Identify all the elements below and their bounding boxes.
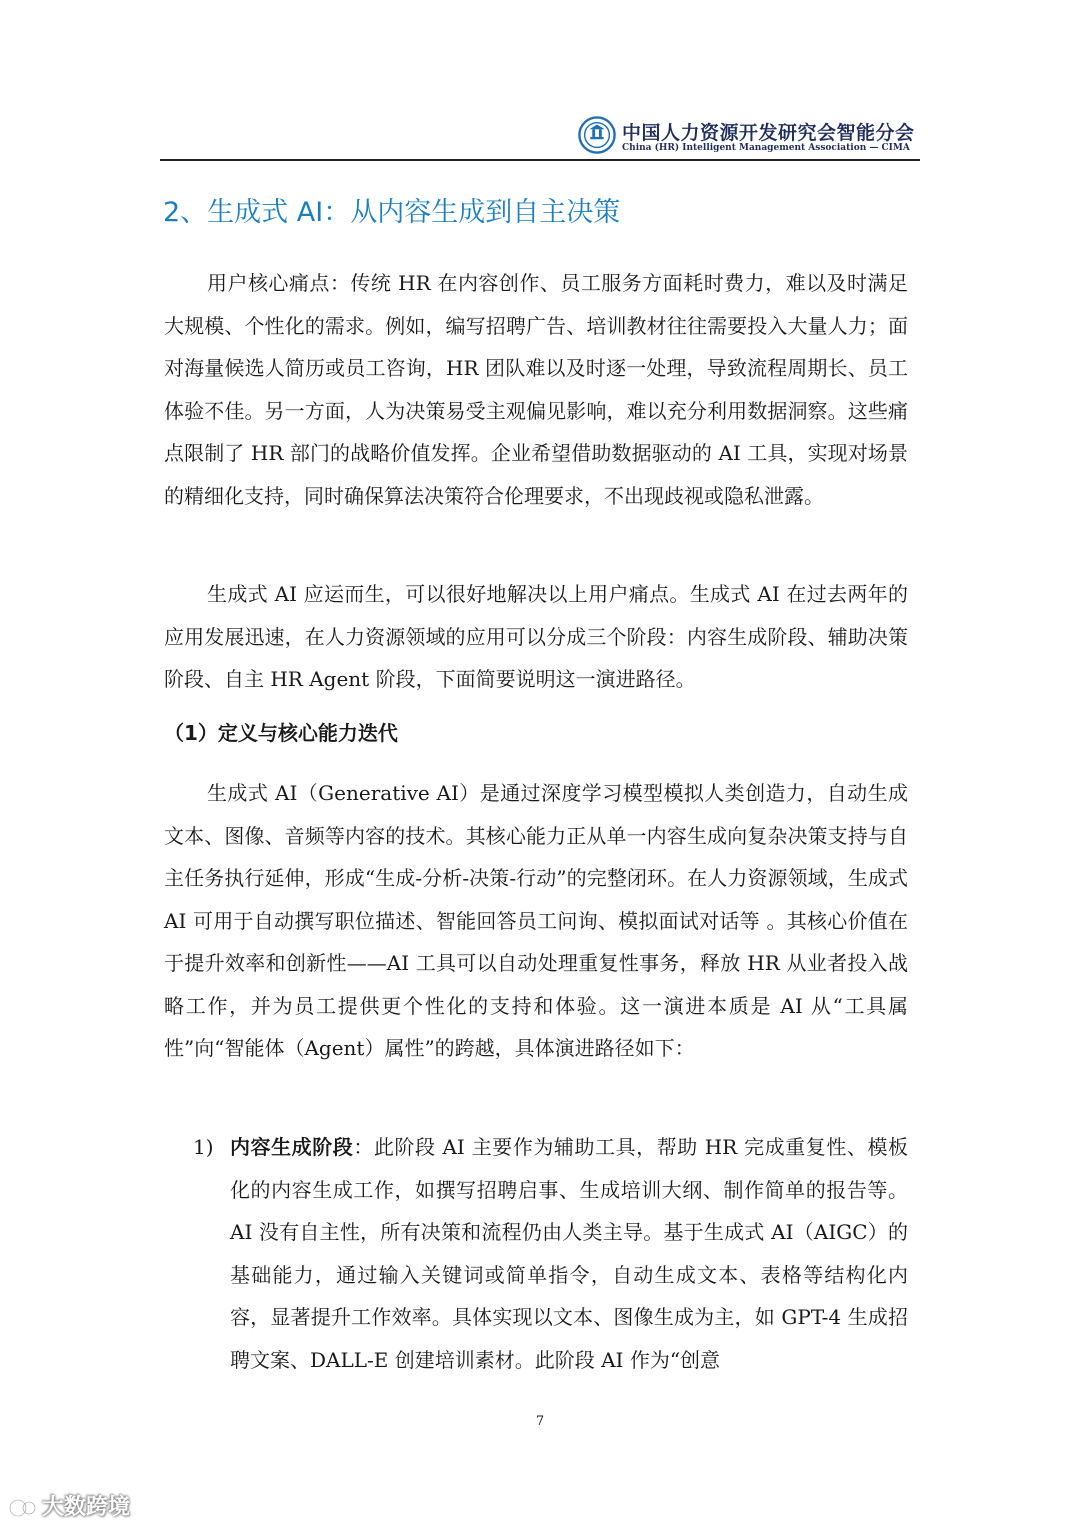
list-item-term: 内容生成阶段 bbox=[230, 1135, 354, 1159]
watermark-text: 大数跨境 bbox=[42, 1495, 131, 1520]
page-number: 7 bbox=[535, 1414, 545, 1429]
header-divider bbox=[160, 159, 920, 161]
page-header bbox=[160, 112, 920, 162]
org-name-en: China (HR) Intelligent Management Association — CIMA bbox=[622, 143, 910, 153]
list-item-number: 1) bbox=[193, 1135, 214, 1159]
watermark-logo-icon bbox=[8, 1495, 38, 1521]
section-title: 2、生成式 AI：从内容生成到自主决策 bbox=[163, 197, 621, 228]
paragraph-definition: 生成式 AI（Generative AI）是通过深度学习模型模拟人类创造力，自动生成文本、图像、音频等内容的技术。其核心能力正从单一内容生成向复杂决策支持与自主任务执行延伸，形成“生成-分析-决策-行动”的完整闭环。在人力资源领域，生成式 AI 可用于自动撰写职位描述、智能回答员工问询、模拟面试对话等 。其核心价值在于提升效率和创新性——AI 工具可以自动处理重复性事务，释放 HR 从业者投入战略工作，并为员工提供更个性化的支持和体验。这一演进本质是 AI 从“工具属性”向“智能体（Agent）属性”的跨越，具体演进路径如下： bbox=[164, 781, 908, 1060]
list-item-text: ：此阶段 AI 主要作为辅助工具，帮助 HR 完成重复性、模板化的内容生成工作，如撰写招聘启事、生成培训大纲、制作简单的报告等。AI 没有自主性，所有决策和流程仍由人类主导。基于生成式 AI（AIGC）的基础能力，通过输入关键词或简单指令，自动生成文本、表格等结构化内容，显著提升工作效率。具体实现以文本、图像生成为主，如 GPT-4 生成招聘文案、DALL-E 创建培训素材。此阶段 AI 作为“创意 bbox=[230, 1135, 908, 1372]
paragraph-generative-ai-stages: 生成式 AI 应运而生，可以很好地解决以上用户痛点。生成式 AI 在过去两年的应用发展迅速，在人力资源领域的应用可以分成三个阶段：内容生成阶段、辅助决策阶段、自主 HR Agent 阶段，下面简要说明这一演进路径。 bbox=[164, 582, 908, 691]
subheading-definition: （1）定义与核心能力迭代 bbox=[164, 721, 398, 745]
cima-logo-icon bbox=[578, 116, 616, 154]
watermark bbox=[8, 1490, 130, 1521]
org-name-cn: 中国人力资源开发研究会智能分会 bbox=[622, 122, 915, 144]
list-item-body bbox=[230, 1126, 908, 1381]
paragraph-pain-points: 用户核心痛点：传统 HR 在内容创作、员工服务方面耗时费力，难以及时满足大规模、个性化的需求。例如，编写招聘广告、培训教材往往需要投入大量人力；面对海量候选人简历或员工咨询，HR 团队难以及时逐一处理，导致流程周期长、员工体验不佳。另一方面，人为决策易受主观偏见影响，难以充分利用数据洞察。这些痛点限制了 HR 部门的战略价值发挥。企业希望借助数据驱动的 AI 工具，实现对场景的精细化支持，同时确保算法决策符合伦理要求，不出现歧视或隐私泄露。 bbox=[164, 271, 908, 508]
